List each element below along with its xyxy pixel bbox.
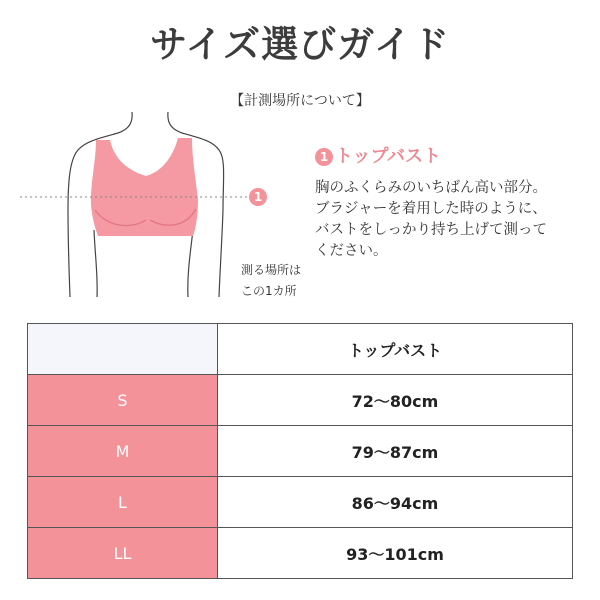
measure-note <box>241 260 311 302</box>
description-line: バストをしっかり持ち上げて測って <box>315 222 547 238</box>
measure-point-label: トップバスト <box>335 146 442 167</box>
table-header-row <box>28 324 573 375</box>
table-row <box>28 426 573 477</box>
measure-point-panel <box>315 146 595 262</box>
measure-note-line: この1カ所 <box>241 284 297 298</box>
top-bust-value: 72〜80cm <box>218 375 573 426</box>
measure-note-line: 測る場所は <box>241 263 302 277</box>
measure-marker-badge: 1 <box>249 188 267 206</box>
table-row <box>28 375 573 426</box>
header-size-cell <box>28 324 218 375</box>
measure-point-description <box>315 178 595 262</box>
description-line: ブラジャーを着用した時のように、 <box>315 201 547 217</box>
top-bust-value: 79〜87cm <box>218 426 573 477</box>
size-label: LL <box>28 528 218 579</box>
page-title: サイズ選びガイド <box>150 23 450 66</box>
top-bust-value: 86〜94cm <box>218 477 573 528</box>
header-top-bust: トップバスト <box>218 324 573 375</box>
body-line-left <box>94 230 97 297</box>
size-label: M <box>28 426 218 477</box>
section-heading: 【計測場所について】 <box>230 93 370 109</box>
table-row <box>28 477 573 528</box>
body-line-right <box>188 230 193 297</box>
size-label: S <box>28 375 218 426</box>
description-line: ください。 <box>315 243 388 259</box>
top-bust-value: 93〜101cm <box>218 528 573 579</box>
table-row <box>28 528 573 579</box>
description-line: 胸のふくらみのいちばん高い部分。 <box>315 180 547 196</box>
size-label: L <box>28 477 218 528</box>
measure-point-number-badge: 1 <box>315 148 333 166</box>
size-table <box>27 323 573 579</box>
measure-point-heading <box>315 146 595 168</box>
